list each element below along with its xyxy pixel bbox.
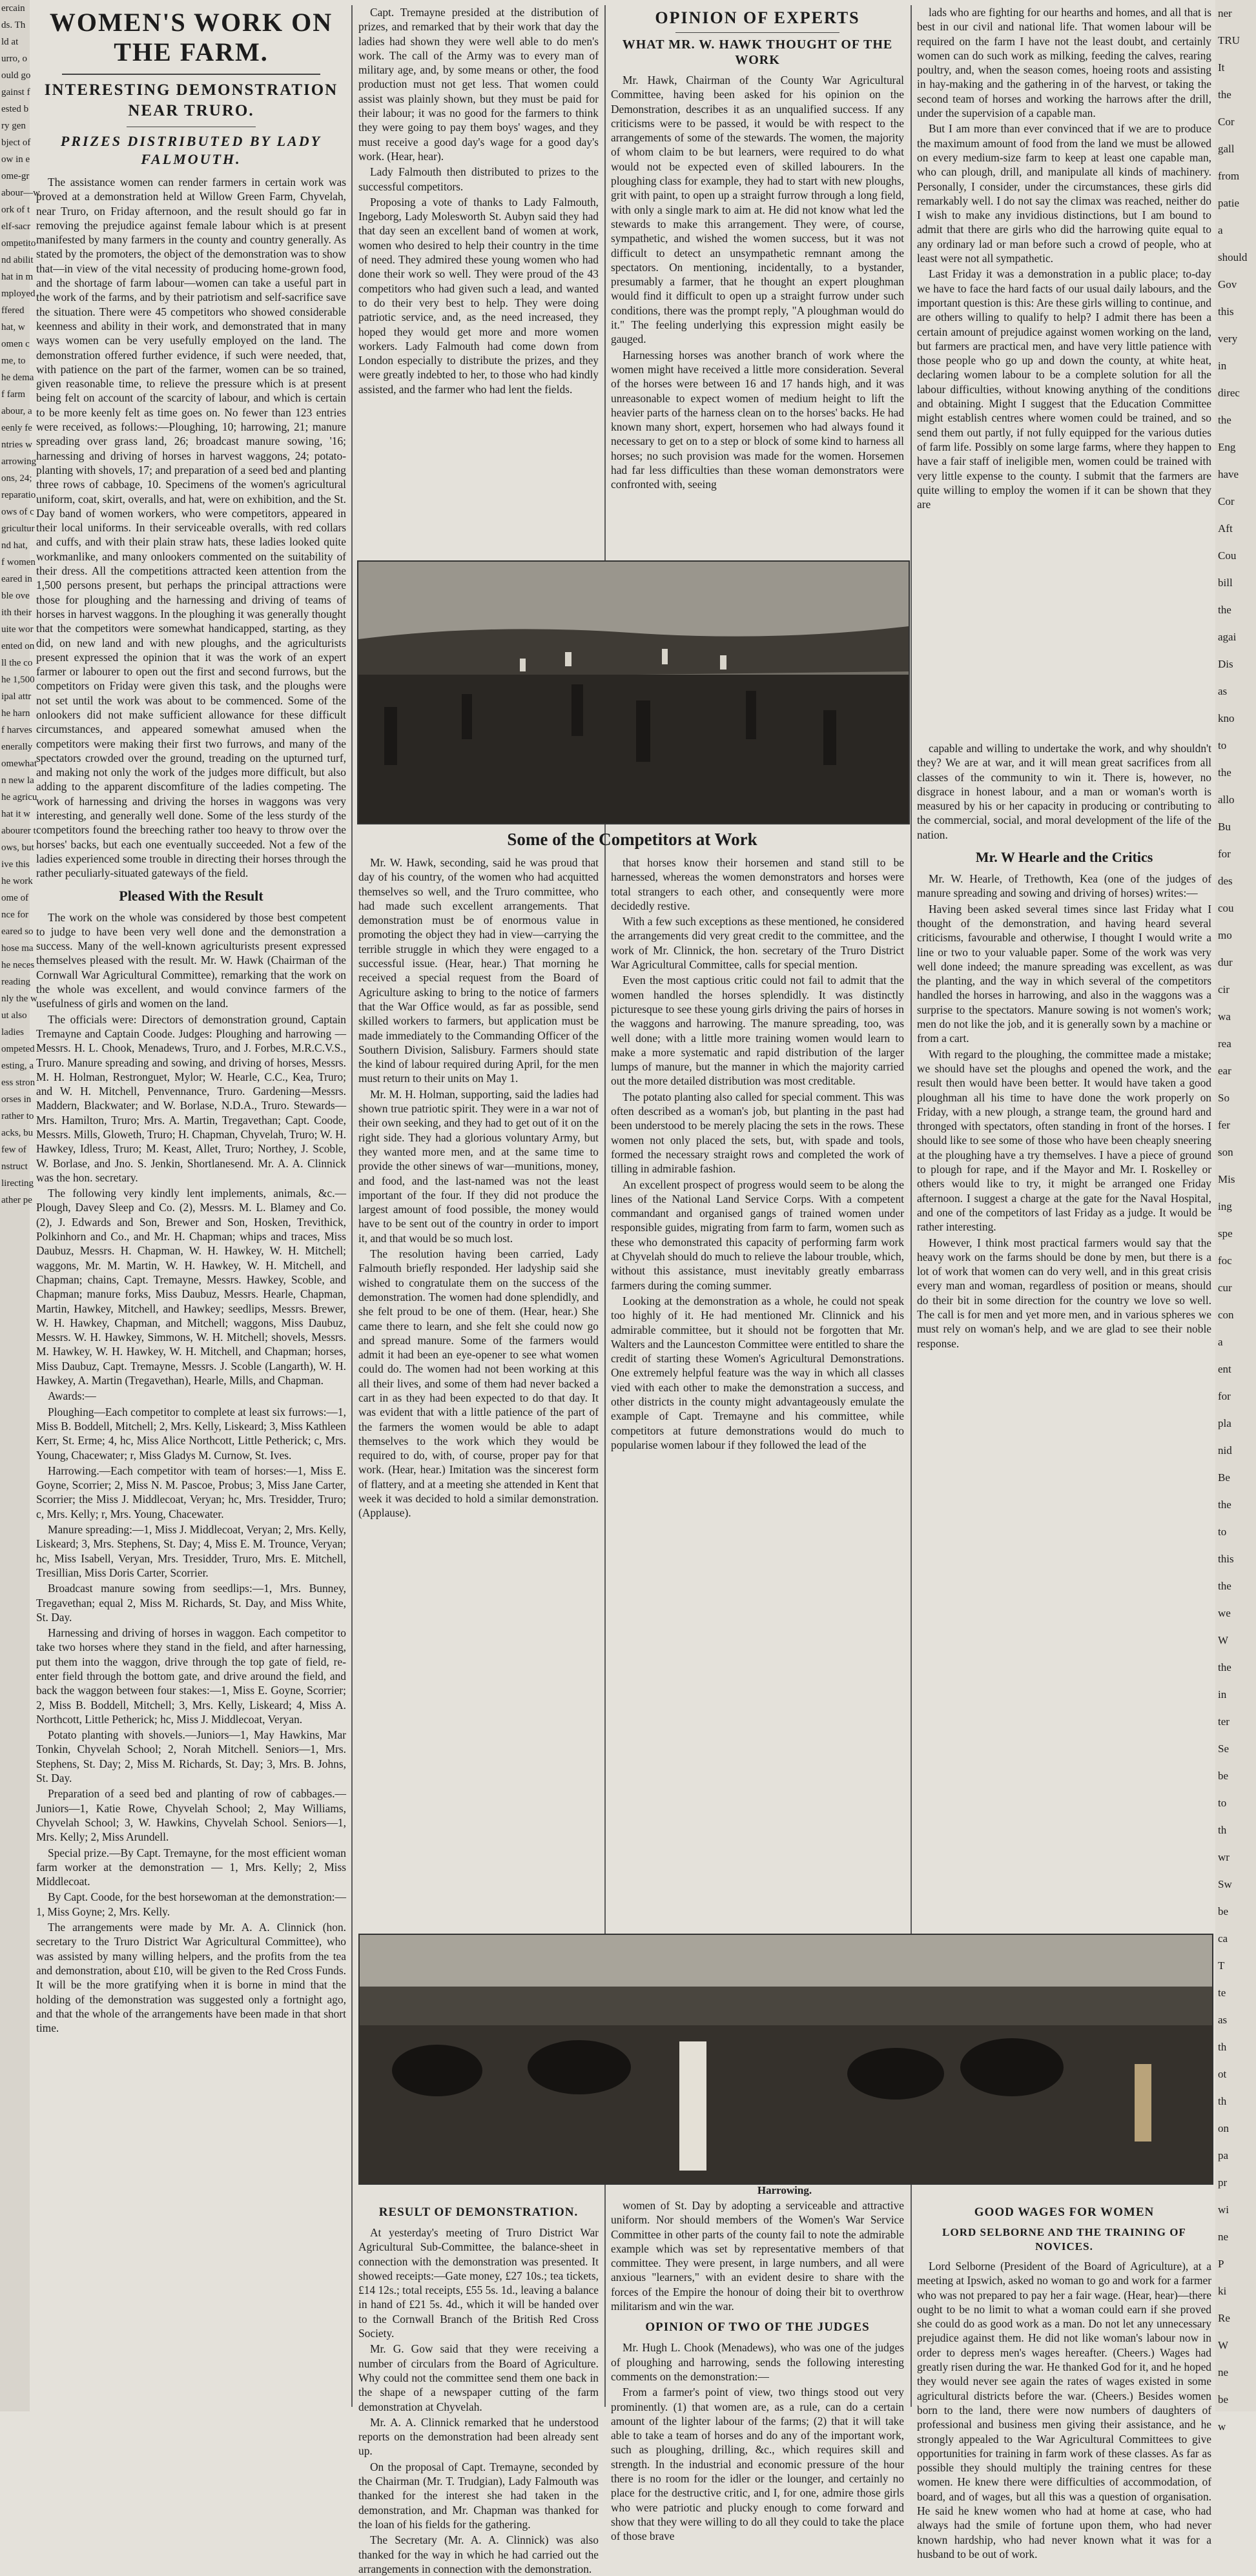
gutter-fragment: gricultur — [1, 524, 35, 534]
gutter-fragment: W — [1218, 2339, 1229, 2351]
gutter-fragment: ter — [1218, 1715, 1230, 1728]
gutter-fragment: P — [1218, 2258, 1224, 2270]
gutter-fragment: should — [1218, 251, 1248, 263]
left-gutter-clipped-text — [0, 0, 40, 2411]
gutter-fragment: th — [1218, 1824, 1227, 1836]
gutter-fragment: ith their — [1, 608, 32, 618]
paragraph: Harnessing horses was another branch of work where the women might have received a little more consideration. Several of the horses were between 16 and 17 hands high, and it was unreasonable to expect women of medium height to lift the heavier parts of the harness clean on to the horses' backs. He had known many short, expert, horsemen who had always found it necessary to get on to a step or block of some kind to harness all horses; no such provision was made for the women. Horsemen had far less difficulties than these woman demonstrators were confronted with, seeing — [611, 348, 904, 491]
paragraph: Mr. Hugh L. Chook (Menadews), who was one of the judges of ploughing and harrowing, sends the following interesting comments on the demonstration:— — [611, 2341, 904, 2383]
gutter-fragment: f harves — [1, 725, 32, 735]
paragraph: On the proposal of Capt. Tremayne, seconded by the Chairman (Mr. T. Trudgian), Lady Falmouth was thanked for the interest she had taken in the demonstration, and Mr. Chapman was thanked for the loan of his fields for the gathering. — [358, 2460, 599, 2531]
column-2-top — [358, 5, 599, 560]
gutter-fragment: the — [1218, 1661, 1231, 1673]
paragraph: The Secretary (Mr. A. A. Clinnick) was also thanked for the way in which he had carried out the arrangements in connection with the demonstration. — [358, 2533, 599, 2575]
column-1 — [36, 5, 346, 2407]
paragraph: Capt. Tremayne presided at the distribution of prizes, and remarked that by their work that day the ladies had shown they were well able to do men's work. The call of the Army was to every man of military age, and, by some means or other, the food production must not get less. That women could assist was plainly shown, but they must be paid for their labour; it was no good for the farmers to think they were going to pay them boys' wages, and they must receive a good day's wage for a good day's work. (Hear, hear). — [358, 6, 599, 163]
gutter-fragment: ome-gr — [1, 171, 30, 181]
subheadline: INTERESTING DEMONSTRATION NEAR TRURO. — [44, 81, 338, 119]
gutter-fragment: esting, a — [1, 1061, 34, 1071]
hearle-letter-text — [917, 872, 1211, 1351]
gutter-fragment: in — [1218, 1688, 1227, 1701]
gutter-fragment: the — [1218, 414, 1231, 426]
gutter-fragment: from — [1218, 170, 1240, 182]
article-body — [36, 175, 346, 881]
gutter-fragment: be — [1218, 1905, 1229, 1917]
gutter-fragment: ffered — [1, 305, 25, 316]
gutter-fragment: nstruct — [1, 1161, 28, 1172]
gutter-fragment: ent — [1218, 1363, 1231, 1375]
gutter-fragment: rea — [1218, 1038, 1231, 1050]
gutter-fragment: ome of — [1, 893, 29, 903]
gutter-fragment: rather to — [1, 1111, 34, 1121]
gutter-fragment: this — [1218, 1553, 1234, 1565]
gutter-fragment: direc — [1218, 387, 1240, 399]
gutter-fragment: this — [1218, 305, 1234, 318]
gutter-fragment: ner — [1218, 7, 1232, 19]
gutter-fragment: Aft — [1218, 522, 1233, 535]
gutter-fragment: the — [1218, 1580, 1231, 1592]
gutter-fragment: ows of c — [1, 507, 34, 517]
paragraph: Mr. W. Hearle, of Trethowth, Kea (one of the judges of manure spreading and sowing and driving of horses) writes:— — [917, 872, 1211, 900]
gutter-fragment: f farm — [1, 389, 26, 400]
gutter-fragment: acks, bu — [1, 1128, 34, 1138]
gutter-fragment: lirecting — [1, 1178, 34, 1189]
paragraph: An excellent prospect of progress would seem to be along the lines of the National Land Service Corps. With a competent commandant and organised gangs of trained women under responsible guides, migrating from farm to farm, women such as these who demonstrated this capacity of performing farm work at Chyvelah should do much to relieve the labour trouble, which, without this assistance, must inevitably greatly embarrass farmers during the coming summer. — [611, 1178, 904, 1292]
gutter-fragment: reading — [1, 977, 30, 987]
paragraph: Having been asked several times since last Friday what I thought of the demonstration, and having heard several criticisms, favourable and otherwise, I thought I would write a line or two to your valuable paper. Some of the work was very well done indeed; the manure spreading was excellent, as was the planting, and the way in which several of the competitors handled the horses in harrowing, and also in the waggons was a surprise to the spectators. Manure sowing is not women's work; men do not like the job, and it is generally sown by a machine or from a cart. — [917, 902, 1211, 1045]
gutter-fragment: very — [1218, 332, 1238, 345]
gutter-fragment: ne — [1218, 2366, 1229, 2378]
headline-rule — [62, 74, 320, 75]
gutter-fragment: pr — [1218, 2176, 1228, 2189]
gutter-fragment: a — [1218, 1336, 1223, 1348]
gutter-fragment: ive this — [1, 859, 30, 870]
paragraph: The following very kindly lent implements, animals, &c.—Plough, Davey Sleep and Co. (2), Messrs. M. L. Blamey and Co. (2), J. Edwards and Son, Brewer and Son, Hosken, Trevithick, Polkinhorn and Co., and Mr. H. Chapman; whips and traces, Miss Daubuz, Messrs. H. Chapman, W. H. Hawkey, W. H. Mitchell; waggons, Mr. M. Martin, W. H. Hawkey, W. H. Mitchell, and Chapman; chains, Capt. Tremayne, Messrs. Hawkey, Scoble, and Chapman; manure forks, Miss Daubuz, Messrs. Hearle, Chapman, Martin, Hawkey, Mitchell, and Hawkey; seedlips, Messrs. Brewer, W. H. Hawkey, Chapman, and Mitchell; waggons, Miss Daubuz, Messrs. W. H. Hawkey, Simmons, W. H. Mitchell; shovels, Messrs. M. Hawkey, W. H. Hawkey, W. H. Mitchell, and Chapman; horses, Miss Daubuz, Capt. Tremayne, Messrs. J. Scoble (Langarth), W. H. Hawkey, A. Martin (Tregavethan), Hearle, Mills, and Chapman. — [36, 1187, 346, 1387]
column-4-bottom — [917, 2198, 1211, 2561]
gutter-fragment: con — [1218, 1309, 1234, 1321]
gutter-fragment: ould go — [1, 70, 31, 81]
column-rule — [351, 5, 353, 2407]
hawk-continued-text — [917, 5, 1211, 511]
column-4-middle — [917, 741, 1211, 1928]
gutter-fragment: the — [1218, 1498, 1231, 1511]
experts-rule — [675, 32, 839, 33]
gutter-fragment: abourer t — [1, 826, 36, 836]
gutter-fragment: few of — [1, 1145, 26, 1155]
paragraph: Awards:— — [48, 1389, 96, 1403]
gutter-fragment: in — [1218, 360, 1227, 372]
gutter-fragment: to — [1218, 1797, 1227, 1809]
gutter-fragment: on — [1218, 2122, 1229, 2134]
photo-competitors-image — [358, 562, 909, 823]
paragraph: women of St. Day by adopting a serviceable and attractive uniform. Nor should members of the Women's War Service Committee in other parts of the county fail to note the admirable example which was set by representative members of that committee. They were present, in large numbers, and all were anxious "learners," with an evident desire to share with the forces of the Empire the honour of doing their bit to overthrow militarism and win the war. — [611, 2199, 904, 2313]
paragraph: Ploughing—Each competitor to complete at least six furrows:—1, Miss B. Boddell, Mitchell; 2, Mrs. Kelly, Liskeard; 3, Miss Kathleen Kerr, St. Erme; 4, hc, Miss Alice Northcott, Little Petherick; c, Mrs. Young, Chacewater; r, Miss Gladys M. Curnow, St. Ives. — [36, 1405, 346, 1462]
gutter-fragment: des — [1218, 875, 1233, 887]
gutter-fragment: to — [1218, 1526, 1227, 1538]
paragraph: Even the most captious critic could not fail to admit that the women handled the horses splendidly. It was distinctly picturesque to see these young girls driving the pairs of horses in the waggons and harrowing. The manure spreading, too, was well done; with a little more training women would learn to make a more systematic and rapid distribution of the larger lumps of manure, but the manner in which the majority carried out the more detailed distribution was most creditable. — [611, 974, 904, 1088]
experts-text — [611, 73, 904, 492]
paragraph: Proposing a vote of thanks to Lady Falmouth, Ingeborg, Lady Molesworth St. Aubyn said they had that day seen an excellent band of women at work, women who desired to help their country in the time of need. They admired these young women who had done their work so well. They were proud of the 43 competitors who had given such a lead, and wanted to do their very best to help. They were doing patriotic service, and, as the need increased, they hoped they would get more and more women workers. Lady Falmouth had come down from London especially to distribute the prizes, and they were greatly indebted to her, to those who had kindly assisted, and the farmer who had lent the fields. — [358, 195, 599, 396]
paragraph: Special prize.—By Capt. Tremayne, for the most efficient woman farm worker at the demonstration — 1, Mrs. Kelly; 2, Miss Middlecoat. — [36, 1846, 346, 1888]
paragraph: Mr. A. A. Clinnick remarked that he understood reports on the demonstration had been already sent up. — [358, 2415, 599, 2458]
gutter-fragment: ing — [1218, 1200, 1232, 1212]
gutter-fragment: abour, a — [1, 406, 32, 416]
gutter-fragment: Cou — [1218, 549, 1237, 562]
gutter-fragment: w — [1218, 2420, 1226, 2433]
result-headline: RESULT OF DEMONSTRATION. — [378, 2205, 579, 2219]
presentation-text — [358, 5, 599, 396]
paragraph: The arrangements were made by Mr. A. A. Clinnick (hon. secretary to the Truro District War Agricultural Committee), who was assisted by many willing helpers, and the profits from the tea and demonstration, about £10, will be given to the Red Cross Funds. It will be the more gratifying when it is borne in mind that the holding of the demonstration was suggested only a fortnight ago, and that the whole of the arrangements have been made in that short time. — [36, 1921, 346, 2035]
gutter-fragment: th — [1218, 2095, 1227, 2107]
gutter-fragment: cur — [1218, 1282, 1232, 1294]
gutter-fragment: ki — [1218, 2285, 1227, 2297]
gutter-fragment: for — [1218, 1390, 1231, 1402]
article-body-results — [36, 910, 346, 2036]
gutter-fragment: hat, w — [1, 322, 25, 332]
gutter-fragment: enerally — [1, 742, 33, 752]
gutter-fragment: patie — [1218, 197, 1240, 209]
gutter-fragment: ompeted — [1, 1044, 35, 1054]
gutter-fragment: bject of — [1, 138, 31, 148]
result-text — [358, 2225, 599, 2576]
gutter-fragment: allo — [1218, 793, 1235, 806]
column-2-bottom — [358, 2198, 599, 2575]
gutter-fragment: ons, 24; — [1, 473, 32, 484]
paragraph: Lady Falmouth then distributed to prizes to the successful competitors. — [358, 165, 599, 193]
gutter-fragment: agai — [1218, 631, 1237, 643]
gutter-fragment: Gov — [1218, 278, 1237, 291]
photo-harrowing-image — [360, 1935, 1212, 2183]
column-3-top — [611, 5, 904, 560]
paragraph: However, I think most practical farmers would say that the heavy work on the farms should be done by men, but there is a lot of work that women can do very well, and in this great crisis every man and woman, regardless of position or means, should do their bit in some direction for the country we love so well. The call is for men and yet more men, and in various spheres we must rely on woman's help, and we are glad to see their noble response. — [917, 1236, 1211, 1350]
column-2-middle — [358, 855, 599, 1930]
main-headline: WOMEN'S WORK ON THE FARM. — [49, 8, 333, 66]
right-gutter-clipped-text — [1215, 0, 1256, 2433]
photo-caption-competitors: Some of the Competitors at Work — [507, 830, 757, 849]
gutter-fragment: me, to — [1, 356, 26, 366]
gutter-fragment: Be — [1218, 1471, 1230, 1484]
photo-caption-harrowing: Harrowing. — [757, 2184, 812, 2196]
judges-text — [611, 2340, 904, 2543]
gutter-fragment: ca — [1218, 1932, 1228, 1945]
gutter-fragment: TRU — [1218, 34, 1240, 46]
gutter-fragment: nid — [1218, 1444, 1232, 1457]
paragraph: Potato planting with shovels.—Juniors—1, May Hawkins, Mar Tonkin, Chyvelah School; 2, Norah Mitchell. Seniors—1, Mrs. Stephens, St. Day; 2, Miss M. Richards, St. Day; 3, Mrs. B. Johns, St. Day. — [36, 1728, 346, 1785]
gutter-fragment: ipal attr — [1, 691, 32, 702]
gutter-fragment: he agricu — [1, 792, 37, 802]
paragraph: Harnessing and driving of horses in waggon. Each competitor to take two horses where they stand in the field, and after harnessing, put them into the waggon, drive through the top gate of field, re-enter field through the bottom gate, and drive around the field, and back the waggon between four stakes:—1, Miss E. Goyne, Scorrier; 2, Miss B. Boddell, Mitchell; 3, Mrs. Kelly, Liskeard; 4, Miss A. Northcott, Little Petherick; hc, Miss J. Middlecoat, Veryan. — [36, 1626, 346, 1726]
st-day-text — [611, 2198, 904, 2313]
gutter-fragment: hat it w — [1, 809, 30, 819]
paragraph: The resolution having been carried, Lady Falmouth briefly responded. Her ladyship said she wished to congratulate them on the success of the demonstration. The women had done splendidly, and she felt proud to be one of them. (Hear, hear.) She came there to learn, and she felt she could now go and spread manure. Some of the farmers would admit it had been an eye-opener to see what women could do. The women had not been working at this all their lives, and some of them had never backed a cart in as they had been expected to do that day. It was evident that with a little patience of the part of the farmers the women would be able to adapt themselves to the work which they would be required to do, with, of course, proper pay for that work. (Hear, hear.) Imitation was the sincerest form of flattery, and at a meeting she attended in Kent that week it was decided to hold a similar demonstration. (Applause). — [358, 1247, 599, 1520]
section-head-judges: OPINION OF TWO OF THE JUDGES — [645, 2320, 870, 2335]
paragraph: Harrowing.—Each competitor with team of horses:—1, Miss E. Goyne, Scorrier; 2, Miss N. M. Pascoe, Probus; 3, Miss Jane Carter, Scorrier; the Miss J. Middlecoat, Veryan; hc, Mrs. Tresidder, Truro; c, Mrs. Kelly; r, Mrs. Young, Chacewater. — [36, 1464, 346, 1520]
gutter-fragment: ather pe — [1, 1195, 32, 1205]
gutter-fragment: f women — [1, 557, 36, 567]
gutter-fragment: cir — [1218, 983, 1230, 996]
paragraph: Mr. W. Hawk, seconding, said he was proud that day of his country, of the women who had acquitted themselves so well, and the Truro committee, who had made such excellent arrangements. That demonstration must be of enormous value in promoting the object they had in view—carrying the terrible struggle in which they were engaged to a successful issue. (Hear, hear.) That morning he received a special request from the Board of Agriculture asking to bring to the notice of farmers that the War Office would, as far as possible, send skilled workers to farmers, but application must be made immediately to the Commanding Officer of the Southern Division, Salisbury. Farmers should state the kind of labour required during April, for the men must return to their units on May 1. — [358, 856, 599, 1085]
gutter-fragment: ot — [1218, 2068, 1227, 2080]
gutter-fragment: to — [1218, 739, 1227, 751]
gutter-fragment: reparatio — [1, 490, 36, 500]
gutter-fragment: T — [1218, 1959, 1225, 1972]
gutter-fragment: So — [1218, 1092, 1230, 1104]
gutter-fragment: Eng — [1218, 441, 1236, 453]
gutter-fragment: a — [1218, 224, 1223, 236]
gutter-fragment: th — [1218, 2041, 1227, 2053]
gutter-fragment: mployed — [1, 289, 36, 299]
paragraph: From a farmer's point of view, two things stood out very prominently. (1) that women are, as a rule, can do a certain amount of the lighter labour of the farms; (2) that it will take able to take a team of horses and do any of the important work, such as ploughing, drilling, &c., which requires skill and strength. In the industrial and economic pressure of the hour there is no room for the idler or the lounger, and certainly no place for the destructive critic, and I, for one, admire those girls who were patriotic and plucky enough to come forward and show that they were willing to do all they could to take the place of those brave — [611, 2386, 904, 2543]
gutter-fragment: wr — [1218, 1851, 1230, 1863]
gutter-fragment: nd hat, — [1, 540, 28, 551]
section-head-hearle: Mr. W Hearle and the Critics — [975, 849, 1153, 866]
paragraph: With regard to the ploughing, the committee made a mistake; we should have set the ploughs and opened the work, and the result then would have been better. It would have taken a good ploughman all his time to have done the work properly on Friday, with a new plough, a strange team, the ground hard and thronged with spectators, often standing in front of the horses. I should like to see some of those who have been cheaply sneering at the ploughing have a try themselves. I have a piece of ground to plough for rape, and if the Mayor and Mr. I. Roskelley or others would like to try, it might be arranged one Friday afternoon. I suggest a charge at the gate for the Naval Hospital, and one of the competitors of last Friday as a judge. It would be rather interesting. — [917, 1047, 1211, 1234]
gutter-fragment: be — [1218, 2393, 1229, 2406]
paragraph: that horses know their horsemen and stand still to be harnessed, whereas the women demonstrators and horses were total strangers to each other, and consequently were more decidedly restive. — [611, 856, 904, 912]
gutter-fragment: the — [1218, 604, 1231, 616]
gutter-fragment: hat in m — [1, 272, 34, 282]
gutter-fragment: be — [1218, 1770, 1229, 1782]
gutter-fragment: elf-sacr — [1, 221, 30, 232]
gutter-fragment: he neces — [1, 960, 35, 970]
gutter-fragment: pa — [1218, 2149, 1229, 2162]
gutter-fragment: ntries w — [1, 440, 32, 450]
gutter-fragment: ested b — [1, 104, 29, 114]
gutter-fragment: arrowing — [1, 456, 37, 467]
gutter-fragment: Dis — [1218, 658, 1233, 670]
paragraph: At yesterday's meeting of Truro District War Agricultural Sub-Committee, the balance-sheet in connection with the demonstration was presented. It showed receipts:—Gate money, £27 10s.; tea tickets, £14 12s.; total receipts, £55 5s. 1d., leaving a balance in hand of £21 5s. 4d., which it will be handed over to the Cornwall Branch of the British Red Cross Society. — [358, 2226, 599, 2340]
gutter-fragment: eared so — [1, 926, 34, 937]
paragraph: With a few such exceptions as these mentioned, he considered the arrangements did very great credit to the committee, and the work of Mr. Clinnick, the hon. secretary of the Truro District War Agricultural Committee, calls for special mention. — [611, 915, 904, 972]
paragraph: Preparation of a seed bed and planting of row of cabbages.—Juniors—1, Katie Rowe, Chyvelah School; 2, May Williams, Chyvelah School; 3, W. Hawkins, Chyvelah School. Seniors—1, Mrs. Kelly; 2, Miss Arundell. — [36, 1787, 346, 1844]
gutter-fragment: foc — [1218, 1254, 1232, 1267]
paragraph: Last Friday it was a demonstration in a public place; to-day we have to face the hard facts of our usual daily labours, and the important question is this: Are these girls willing to continue, and are others willing to qualify to help? I admit there has been a certain amount of prejudice against women working on the land, but farmers are practical men, and have very little patience with those people who go up and down the county, at white heat, declaring women labour to be a complete solution for all the labour difficulties, without knowing anything of the conditions and obtaining. Might I suggest that the Education Committee might establish centres where women could be trained, and so send them out partly, if not fully equipped for the various duties of farm life. Possibly on some large farms, where they happen to have a fair staff of ineligible men, women could be trained with very little expense to the county. I submit that the farmers are quite willing to employ the women if it can be shown that they are — [917, 267, 1211, 511]
prizes-headline: PRIZES DISTRIBUTED BY LADY FALMOUTH. — [60, 133, 322, 167]
gutter-fragment: omewhat — [1, 759, 37, 769]
gutter-fragment: ry gen — [1, 121, 26, 131]
hawk-continued-middle-text — [611, 855, 904, 1452]
gutter-fragment: eenly fe — [1, 423, 32, 433]
gutter-fragment: spe — [1218, 1227, 1233, 1240]
gutter-fragment: Bu — [1218, 821, 1231, 833]
gutter-fragment: ble ove — [1, 591, 30, 601]
gutter-fragment: dur — [1218, 956, 1233, 968]
gutter-fragment: urro, o — [1, 54, 27, 64]
gutter-fragment: Re — [1218, 2312, 1230, 2324]
gutter-fragment: Cor — [1218, 495, 1235, 507]
gutter-fragment: nly the w — [1, 994, 37, 1004]
gutter-fragment: cou — [1218, 902, 1234, 914]
gutter-fragment: It — [1218, 61, 1225, 74]
section-head-pleased: Pleased With the Result — [119, 887, 263, 904]
gutter-fragment: ompetito — [1, 238, 36, 249]
gutter-fragment: kno — [1218, 712, 1235, 724]
gutter-fragment: fer — [1218, 1119, 1230, 1131]
wages-subhead: LORD SELBORNE AND THE TRAINING OF NOVICES. — [942, 2226, 1186, 2253]
column-3-bottom — [611, 2198, 904, 2543]
gutter-fragment: nd abilit — [1, 255, 34, 265]
gutter-fragment: gall — [1218, 143, 1235, 155]
hearle-intro-text — [917, 741, 1211, 842]
gutter-fragment: for — [1218, 848, 1231, 860]
paragraph: Lord Selborne (President of the Board of Agriculture), at a meeting at Ipswich, asked no woman to go and work for a farmer who was not prepared to pay her a fair wage. (Hear, hear)—there ought to be no limit to what a woman could earn if she proved she could do as good work as a man. Do not let any unnecessary prejudice against them. He did not like woman's labour now in order to depress men's wages hereafter. (Cheers.) Wages had greatly risen during the war. He thanked God for it, and he hoped they would never see again the rates of wages existed in some agricultural districts before the war. (Cheers.) Besides women born to the land, there were now numbers of daughters of professional and business men giving their assistance, and he strongly appealed to the War Agricultural Committees to give opportunities for training in farm work of these classes. As far as possible they should multiply the training centres for these women. He knew there were difficulties of accommodation, of board, and of wages, but all this was a question of organisation. He said he knew women who had at home at case, who had always had the smile of fortune upon them, who had never known hardship, who had never known what it was for a husband to be out of work. — [917, 2260, 1211, 2561]
column-4-top — [917, 5, 1211, 738]
gutter-fragment: ds. Th — [1, 20, 26, 30]
gutter-fragment: he work — [1, 876, 33, 886]
wages-text — [917, 2259, 1211, 2561]
gutter-fragment: son — [1218, 1146, 1233, 1158]
paragraph: Looking at the demonstration as a whole, he could not speak too highly of it. He had mentioned Mr. Clinnick and his admirable committee, but it should not be forgotten that Mr. Walters and the Launceston Committee were entitled to share the credit of starting these Women's Agricultural Demonstrations. One extremely helpful feature was the way in which all classes vied with each other to make the demonstration a success, and other districts in the county might advantageously emulate the example of Capt. Tremayne and his committee, while competitors at future demonstrations would do much to popularise women labour if they followed the lead of the — [611, 1294, 904, 1451]
hawk-seconding-text — [358, 855, 599, 1520]
experts-subhead: WHAT MR. W. HAWK THOUGHT OF THE WORK — [622, 37, 893, 67]
gutter-fragment: wa — [1218, 1010, 1231, 1023]
gutter-fragment: ut also — [1, 1010, 27, 1021]
gutter-fragment: ear — [1218, 1065, 1231, 1077]
column-3-middle — [611, 855, 904, 1930]
gutter-fragment: bill — [1218, 577, 1233, 589]
gutter-fragment: the — [1218, 88, 1231, 101]
wages-headline: GOOD WAGES FOR WOMEN — [974, 2205, 1155, 2219]
gutter-fragment: pla — [1218, 1417, 1231, 1429]
gutter-fragment: ld at — [1, 37, 19, 47]
gutter-fragment: Mis — [1218, 1173, 1235, 1185]
gutter-fragment: uite wor — [1, 624, 34, 635]
gutter-fragment: have — [1218, 468, 1239, 480]
gutter-fragment: omen c — [1, 339, 30, 349]
paragraph: The potato planting also called for special comment. This was often described as a woman's job, but planting in the past had been understood to be merely placing the sets in the rows. These women not only placed the sets, but, with spade and tools, formed the necessary straight rows and completed the work of tilling in admirable fashion. — [611, 1090, 904, 1176]
gutter-fragment: mo — [1218, 929, 1232, 941]
gutter-fragment: hose ma — [1, 943, 34, 954]
gutter-fragment: ows, but — [1, 843, 34, 853]
gutter-fragment: gainst f — [1, 87, 30, 97]
paragraph: By Capt. Coode, for the best horsewoman at the demonstration:—1, Miss Goyne; 2, Mrs. Kelly. — [36, 1890, 346, 1918]
gutter-fragment: te — [1218, 1987, 1226, 1999]
gutter-fragment: nce for — [1, 910, 29, 920]
paragraph: capable and willing to undertake the work, and why shouldn't they? We are at war, and it will mean great sacrifices from all classes of the community to win it. There is, however, no disgrace in honest labour, and a man or woman's worth is measured by his or her capacity in producing or contributing to the commercial, social, and moral development of the life of the nation. — [917, 742, 1211, 841]
paragraph: lads who are fighting for our hearths and homes, and all that is best in our civil and national life. That women labour will be required on the farm I have not the least doubt, and certainly women can do such work as milking, feeding the calves, rearing poultry, and, when the season comes, hoeing roots and assisting in hay-making and the gathering in of the harvest, or taking the second team of horses and working the harrows after the drill, under the supervision of a capable man. — [917, 6, 1211, 120]
paragraph: The work on the whole was considered by those best competent to judge to have been very well done and the demonstration a success. Many of the well-known agriculturists present expressed themselves pleased with the result. Mr. W. Hawk (Chairman of the Cornwall War Agricultural Committee), remarking that the work on the whole was excellent, and would convince farmers of the usefulness of girls and women on the land. — [36, 910, 346, 1010]
gutter-fragment: n new la — [1, 775, 34, 786]
gutter-fragment: he harn — [1, 708, 30, 719]
gutter-fragment: wi — [1218, 2203, 1229, 2216]
paragraph: Mr. M. H. Holman, supporting, said the ladies had shown true patriotic spirit. They were in a war not of their own seeking, and they had to get out of it on the right side. They had a glorious voluntary Army, but they wanted more men, and at the same time to provide the other sinews of war—munitions, money, and food, and the last-named was not the least important of the four. If they did not produce the largest amount of food possible, the money would have to be sent out of the country in order to import it, and that would be so much lost. — [358, 1087, 599, 1245]
gutter-fragment: ladies — [1, 1027, 24, 1038]
gutter-fragment: the — [1218, 766, 1231, 779]
gutter-fragment: abour—w — [1, 188, 40, 198]
gutter-fragment: ess stron — [1, 1078, 36, 1088]
gutter-fragment: ercain — [1, 3, 25, 14]
gutter-fragment: Se — [1218, 1743, 1229, 1755]
gutter-fragment: ork of t — [1, 205, 30, 215]
paragraph: But I am more than ever convinced that if we are to produce the maximum amount of food from the land we must be allowed on every medium-size farm to keep at least one capable man, who can plough, drill, and manipulate all kinds of machinery. Personally, I consider, under the circumstances, these girls did remarkably well. I do not say the climax was reached, neither do I wish to make any invidious distinctions, but I am bound to admit that there are girls who did the harrowing quite equal to any ordinary lad or man before such a crowd of people, who at least were not all sympathetic. — [917, 122, 1211, 265]
paragraph: The officials were: Directors of demonstration ground, Captain Tremayne and Captain Coode. Judges: Ploughing and harrowing — Messrs. H. L. Chook, Menadews, Truro, and J. Forbes, M.R.C.V.S., Truro. Manure spreading and sowing, and driving of horses, Messrs. M. H. Holman, Restronguet, Mylor; W. Hearle, C.C., Kea, Truro; and W. H. Mitchell, Penvennance, Truro. Gardening—Messrs. Maddern, Blackwater; and W. Borlase, N.D.A., Truro. Stewards—Mrs. Hamilton, Truro; Mrs. A. Martin, Tregavethan; Capt. Coode, Messrs. Mills, Gloweth, Truro; H. Chapman, Chyvelah, Truro; W. H. Hawkey, Idless, Truro; M. Keast, Allet, Truro; Northey, J. Scoble, W. Borlase, and Jno. S. Jenkin, Shortlanesend. Mr. A. A. Clinnick was the hon. secretary. — [36, 1012, 346, 1184]
gutter-fragment: eared in — [1, 574, 32, 584]
gutter-fragment: ll the co — [1, 658, 33, 668]
paragraph: The assistance women can render farmers in certain work was proved at a demonstration held at Willow Green Farm, Chyvelah, near Truro, on Friday afternoon, and the result should go far in removing the prejudice against female labour which is at present manifested by many farmers in the county and country generally. As stated by the promoters, the object of the demonstration was to show that—in view of the vital necessity of producing home-grown food, and the shortage of farm labour—women can take a useful part in the work of the farms, and by their patriotism and self-sacrifice save the situation. There were 45 competitors who showed considerable keenness and ability in their work, and demonstrated that in many ways women can be very usefully employed on the land. The demonstration offered further evidence, if such were needed, that, with patience on the part of the farmer, women can be so trained, given reasonable time, to relieve the pressure which is at present being felt on account of the scarcity of labour, and which is certain to be more keenly felt as time goes on. No fewer than 123 entries were received, as follows:—Ploughing, 10; harrowing, 21; manure spreading over grass land, 26; broadcast manure sowing, '16; harnessing and driving of horses in harvest waggons, 24; potato-planting with shovels, 17; and preparation of a seed bed and planting three rows of cabbage, 10. Specimens of the women's agricultural uniform, coat, skirt, overalls, and hat, were on exhibition, and the St. Day band of women workers, who were competitors, appeared in their local uniforms. In their serviceable overalls, with red collars and cuffs, and with their plain straw hats, these ladies looked quite workmanlike, and many onlookers commented on the suitability of their dress. All the competitions attracted keen attention from the 1,500 persons present, but perhaps the principal attractions were those for ploughing and the harnessing and driving of teams of horses in harvest waggons. In the ploughing it was generally thought that the competitors were somewhat handicapped, starting, as they did, on new land and with new ploughs, and the agriculturists present expressed the opinion that it was the work of an expert farmer or labourer to open out the first and second furrows, but the competitors on Friday were given this task, and the ploughs were not set until the work was about to be commenced. Some of the onlookers did not make sufficient allowance for these difficult circumstances, and appeared somewhat amused when the competitors were making their first two furrows, and many of the spectators crowded over the ground, treading on the upturned turf, and making not only the work of the judges more difficult, but also adding to the apparent discomfiture of the ladies competing. The work of harnessing and driving the horses in waggons was very interesting, and generally well done. Some of the less sturdy of the competitors found the breeching rather too heavy to throw over the horses' backs, but each one eventually succeeded. Not a few of the ladies experienced some trouble in directing their horses through the rather peculiarly-situated gateways of the field. — [36, 176, 346, 880]
experts-headline: OPINION OF EXPERTS — [655, 8, 860, 27]
paragraph: Manure spreading:—1, Miss J. Middlecoat, Veryan; 2, Mrs. Kelly, Liskeard; 3, Mrs. Stephens, St. Day; 4, Miss E. M. Trounce, Veryan; hc, Miss Isabell, Veryan, Mrs. Tresidder, Truro, Mrs. E. Mitchell, Tresillian, Miss Doris Carter, Scorrier. — [36, 1523, 346, 1579]
gutter-fragment: he 1,500 — [1, 675, 35, 685]
paragraph: Broadcast manure sowing from seedlips:—1, Mrs. Bunney, Tregavethan; equal 2, Miss M. Richards, St. Day, and Miss White, St. Day. — [36, 1582, 346, 1624]
photo-competitors-at-work — [357, 560, 910, 824]
gutter-fragment: ented on — [1, 641, 35, 651]
gutter-fragment: as — [1218, 2014, 1228, 2026]
gutter-fragment: ow in e — [1, 154, 30, 165]
gutter-fragment: ne — [1218, 2231, 1229, 2243]
gutter-fragment: we — [1218, 1607, 1231, 1619]
photo-harrowing — [358, 1934, 1213, 2185]
gutter-fragment: as — [1218, 685, 1228, 697]
gutter-fragment: W — [1218, 1634, 1229, 1646]
gutter-fragment: he dema — [1, 373, 34, 383]
gutter-fragment: orses in — [1, 1094, 32, 1105]
gutter-fragment: Sw — [1218, 1878, 1232, 1890]
paragraph: Mr. Hawk, Chairman of the County War Agricultural Committee, having been asked for his opinion on the Demonstration, describes it as an unqualified success. If any criticisms were to be passed, it would be with respect to the arrangements of some of the stewards. The women, the majority of whom claim to be but learners, were required to do what would not be expected even of skilled labourers. In the ploughing class for example, they had to start with new ploughs, grit with paint, to open up a straight furrow through a long field, with only a single mark to aim at. He did not know what led the stewards to make this arrangement. They were, of course, sympathetic, and wished the women success, but it was not difficult to detect an unsympathetic remnant among the spectators. On mentioning, incidentally, to a bystander, presumably a farmer, that he thought an expert ploughman would find it difficult to open up a straight furrow under such conditions, there was the prompt reply, "A ploughman would do it." The feeling underlying this expression might easily be gauged. — [611, 74, 904, 346]
gutter-fragment: Cor — [1218, 116, 1235, 128]
paragraph: Mr. G. Gow said that they were receiving a number of circulars from the Board of Agriculture. Why could not the committee send them one back in the shape of a newspaper cutting of the farm demonstration at Chyvelah. — [358, 2342, 599, 2413]
